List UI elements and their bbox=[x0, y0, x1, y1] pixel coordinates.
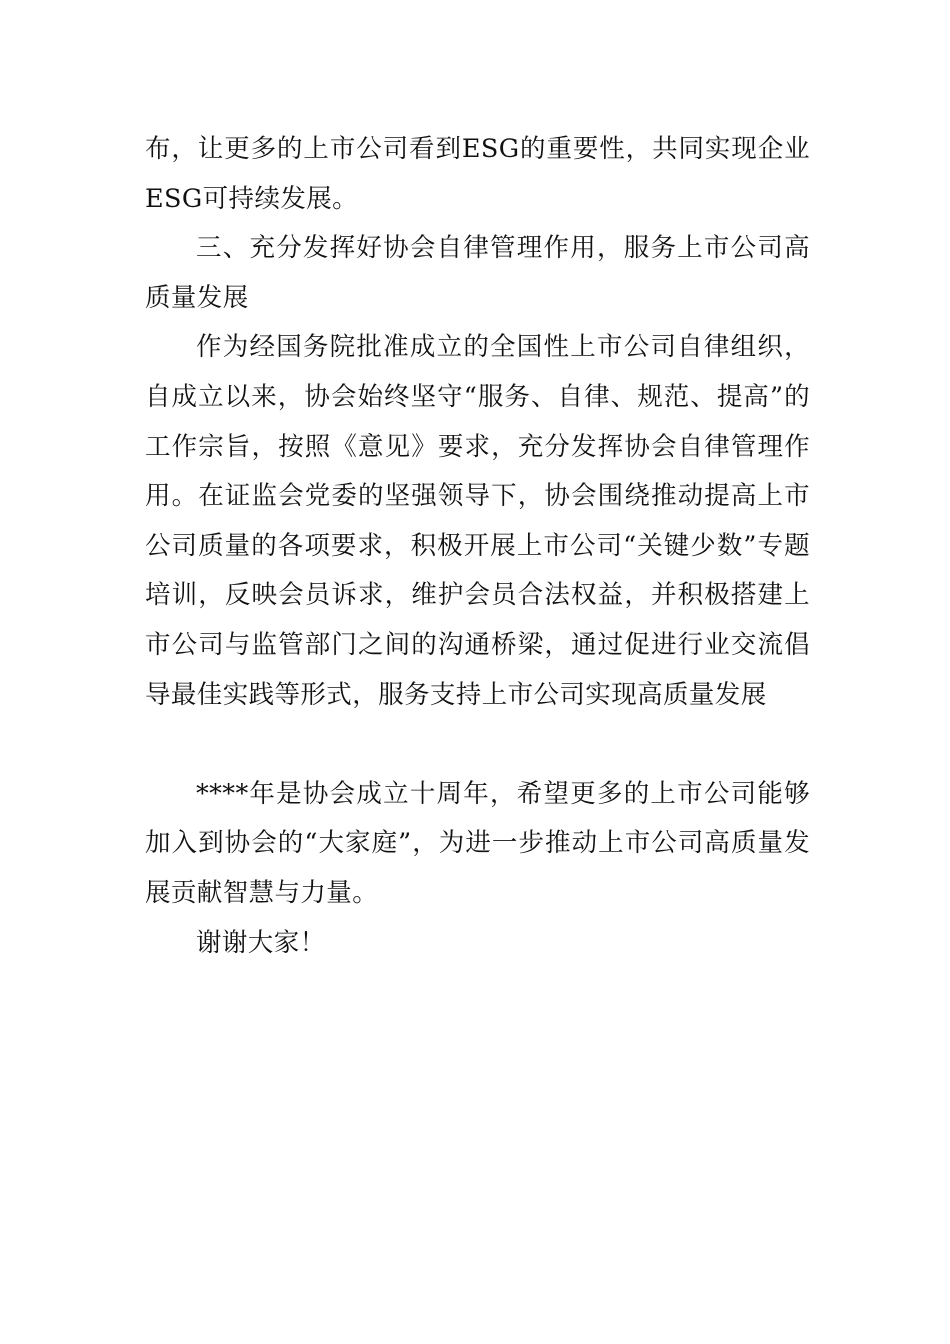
closing-thanks: 谢谢大家！ bbox=[196, 927, 326, 958]
section-heading-three: 三、充分发挥好协会自律管理作用，服务上市公司高质量发展 bbox=[145, 233, 810, 313]
paragraph-tenth-anniversary: ****年是协会成立十周年，希望更多的上市公司能够加入到协会的“大家庭”，为进一步推动上市公司高质量发展贡献智慧与力量。 bbox=[145, 778, 810, 908]
paragraph-association-role: 作为经国务院批准成立的全国性上市公司自律组织，自成立以来，协会始终坚守“服务、自律、规范、提高”的工作宗旨，按照《意见》要求，充分发挥协会自律管理作用。在证监会党委的坚强领导下，协会围绕推动提高上市公司质量的各项要求，积极开展上市公司“关键少数”专题培训，反映会员诉求，维护会员合法权益，并积极搭建上市公司与监管部门之间的沟通桥梁，通过促进行业交流倡导最佳实践等形式，服务支持上市公司实现高质量发展 bbox=[145, 332, 810, 710]
document-body bbox=[145, 125, 810, 968]
paragraph-esg-continuation: 布，让更多的上市公司看到ESG的重要性，共同实现企业ESG可持续发展。 bbox=[145, 134, 810, 214]
